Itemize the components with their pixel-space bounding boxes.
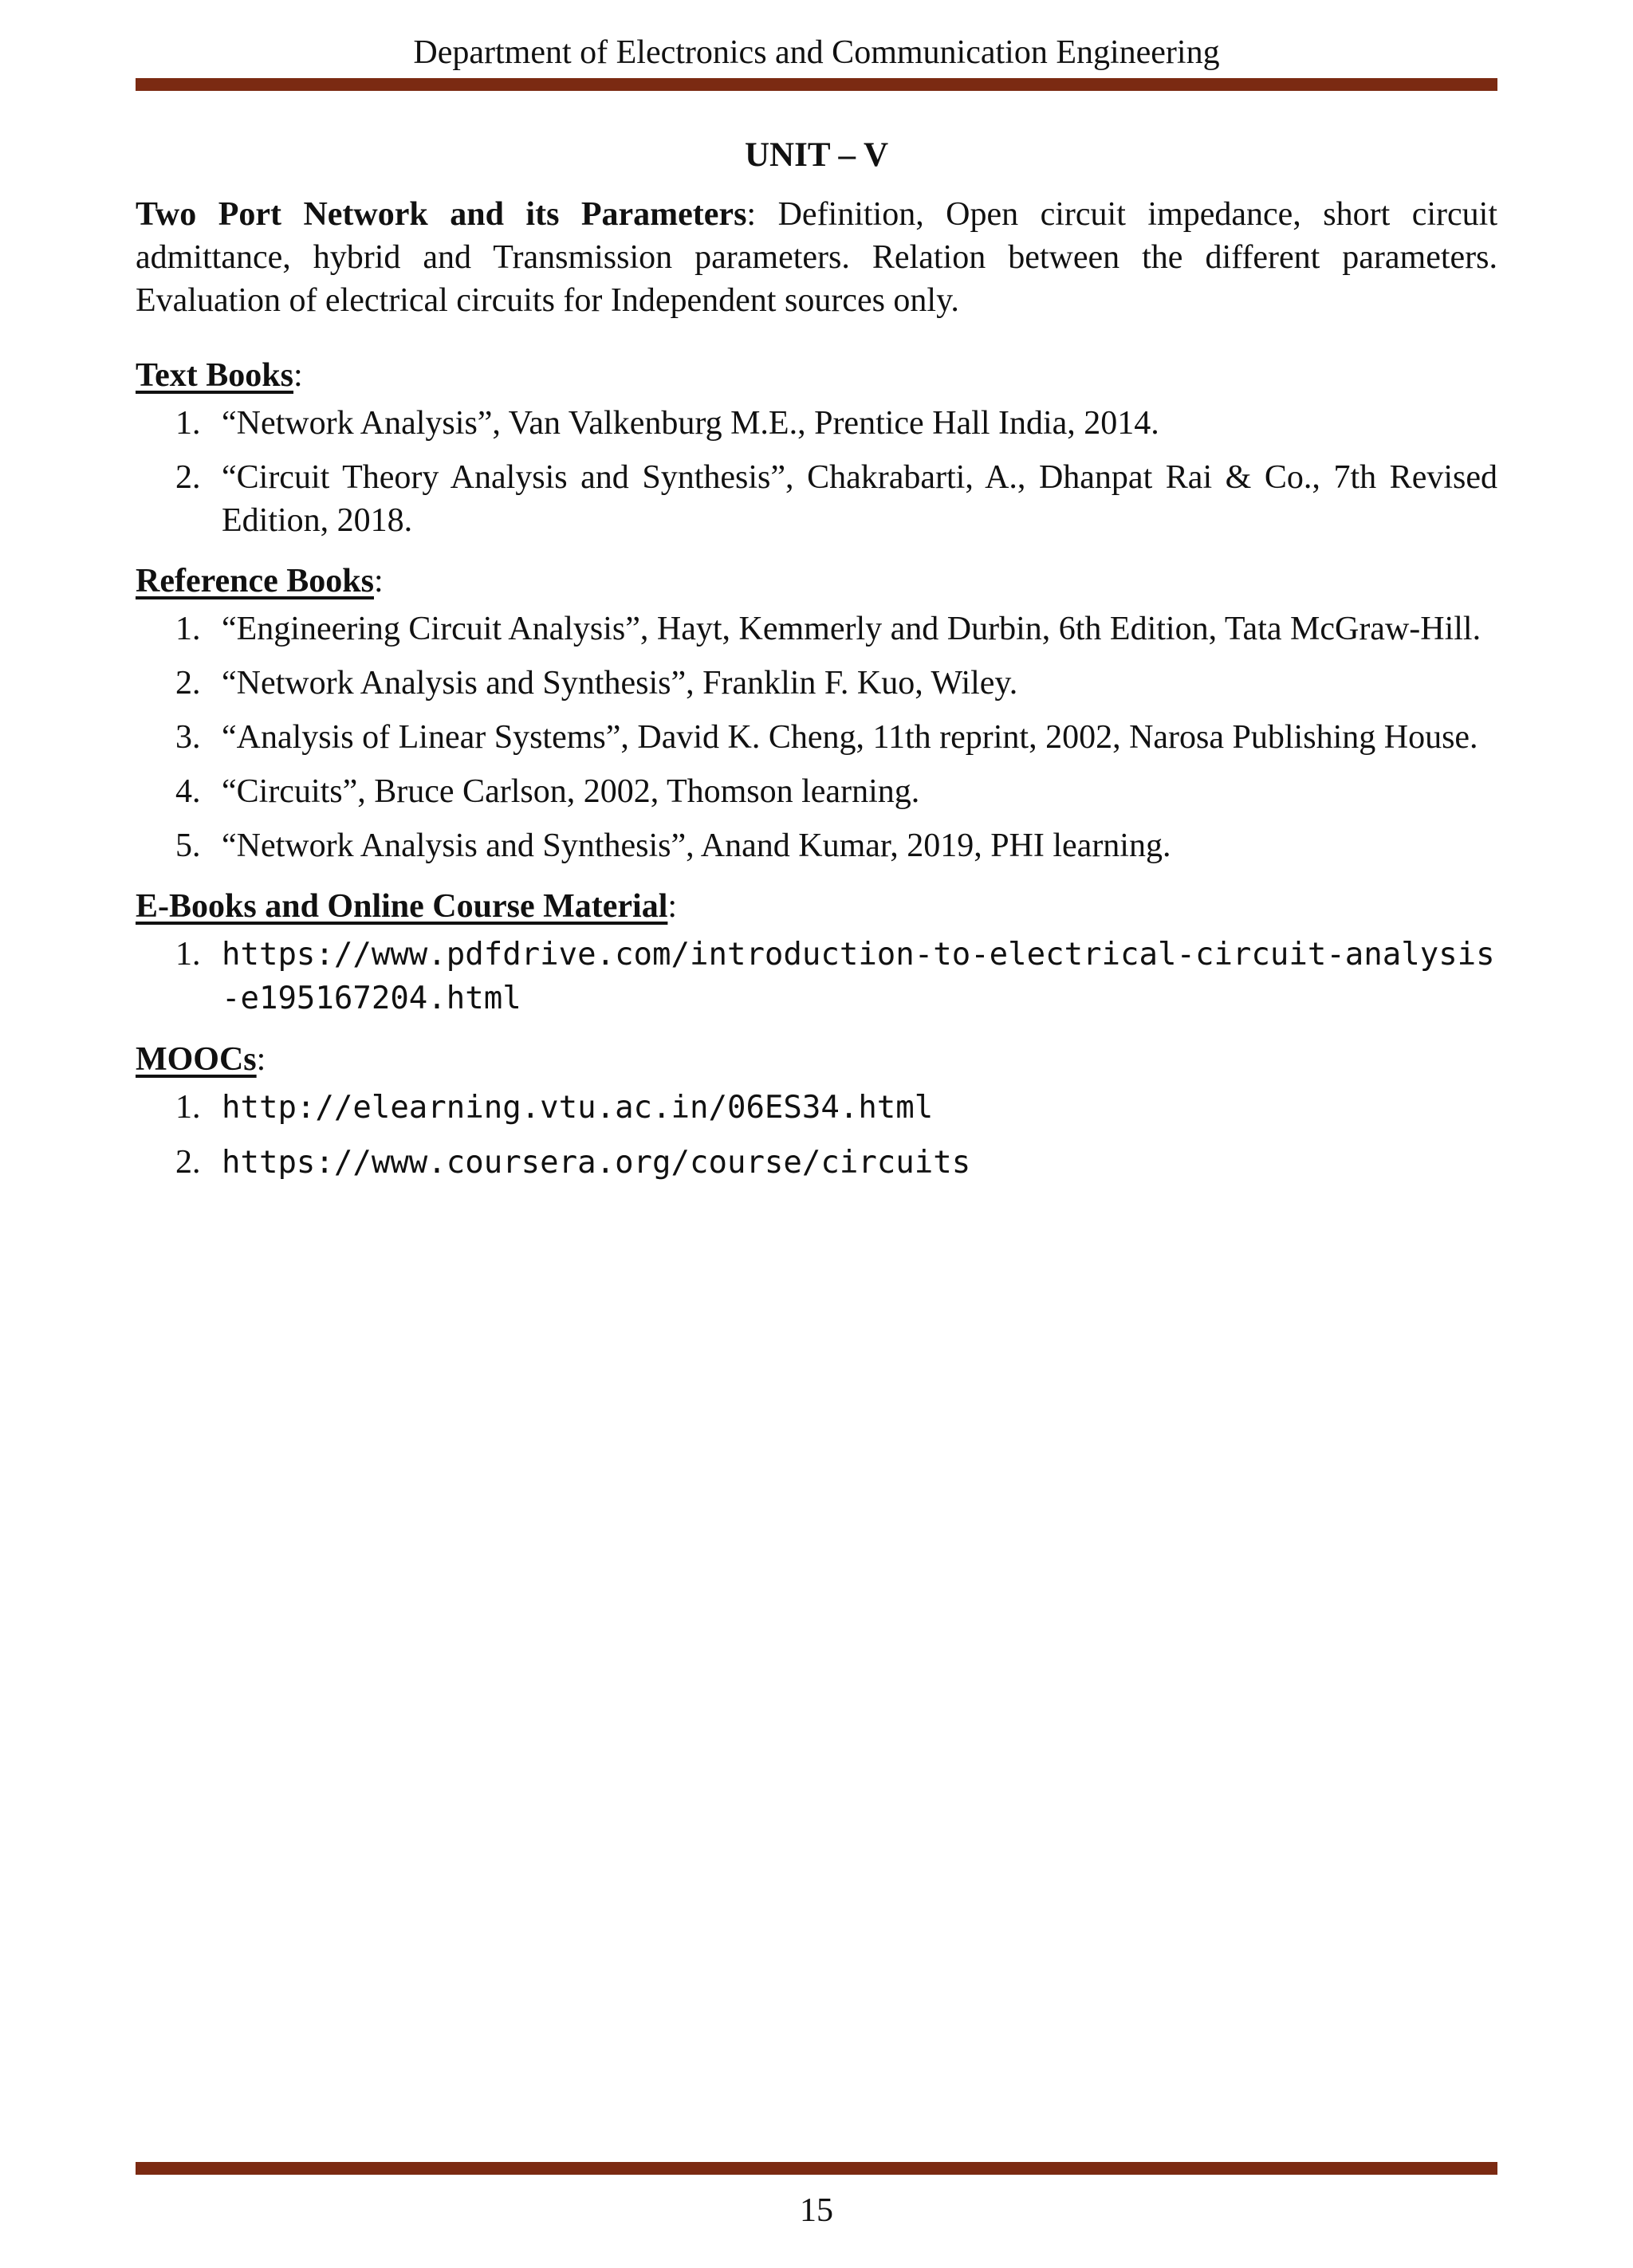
list-item (136, 933, 1497, 1020)
text-books-list (136, 402, 1497, 542)
list-item (136, 770, 1497, 813)
footer-rule (136, 2162, 1497, 2175)
list-item (136, 1086, 1497, 1130)
list-number: 4. (175, 773, 201, 810)
list-item (136, 1141, 1497, 1185)
list-number: 5. (175, 827, 201, 864)
unit-topic: Two Port Network and its Parameters (136, 196, 747, 233)
reference-books-heading: Reference Books: (136, 563, 384, 599)
moocs-heading-label: MOOCs (136, 1041, 257, 1078)
list-text: “Circuit Theory Analysis and Synthesis”, Chakrabarti, A., Dhanpat Rai & Co., 7th Revised Edition, 2018. (222, 459, 1497, 539)
list-item (136, 402, 1497, 445)
list-text: “Network Analysis and Synthesis”, Anand Kumar, 2019, PHI learning. (222, 827, 1171, 864)
header-rule (136, 78, 1497, 91)
ebooks-heading: E-Books and Online Course Material: (136, 888, 678, 925)
reference-books-heading-label: Reference Books (136, 563, 374, 599)
list-number: 2. (175, 459, 201, 496)
list-text: “Analysis of Linear Systems”, David K. Cheng, 11th reprint, 2002, Narosa Publishing House. (222, 719, 1478, 756)
list-text: “Network Analysis and Synthesis”, Franklin F. Kuo, Wiley. (222, 665, 1018, 702)
list-item (136, 607, 1497, 651)
reference-books-list (136, 607, 1497, 867)
list-text: “Engineering Circuit Analysis”, Hayt, Kemmerly and Durbin, 6th Edition, Tata McGraw-Hill. (222, 611, 1482, 647)
list-text: “Circuits”, Bruce Carlson, 2002, Thomson learning. (222, 773, 920, 810)
list-number: 2. (175, 1144, 201, 1181)
mooc-link[interactable]: https://www.coursera.org/course/circuits (222, 1145, 971, 1181)
page-number: 15 (800, 2192, 833, 2229)
list-number: 1. (175, 405, 201, 442)
list-item (136, 824, 1497, 867)
text-books-heading: Text Books: (136, 357, 303, 394)
unit-description (136, 193, 1497, 322)
list-number: 1. (175, 1089, 201, 1126)
ebook-link[interactable]: https://www.pdfdrive.com/introduction-to-electrical-circuit-analysis-e195167204.html (222, 937, 1495, 1016)
moocs-heading: MOOCs: (136, 1041, 266, 1078)
list-text: “Network Analysis”, Van Valkenburg M.E., Prentice Hall India, 2014. (222, 405, 1159, 442)
ebooks-heading-label: E-Books and Online Course Material (136, 888, 668, 925)
unit-title: UNIT – V (744, 136, 889, 174)
list-item (136, 456, 1497, 542)
text-books-heading-label: Text Books (136, 357, 294, 394)
list-item (136, 662, 1497, 705)
mooc-link[interactable]: http://elearning.vtu.ac.in/06ES34.html (222, 1090, 934, 1126)
unit-topic-details: : Definition, Open circuit impedance, short circuit admittance, hybrid and Transmission parameters. Relation between the different parameters. Evaluation of electrical circuits for Independent sources only. (136, 196, 1497, 319)
list-number: 3. (175, 719, 201, 756)
list-number: 1. (175, 611, 201, 647)
page-header: Department of Electronics and Communication Engineering (413, 34, 1220, 71)
list-number: 1. (175, 936, 201, 973)
list-number: 2. (175, 665, 201, 702)
moocs-list (136, 1086, 1497, 1185)
list-item (136, 716, 1497, 759)
ebooks-list (136, 933, 1497, 1020)
page-content (136, 134, 1497, 1196)
